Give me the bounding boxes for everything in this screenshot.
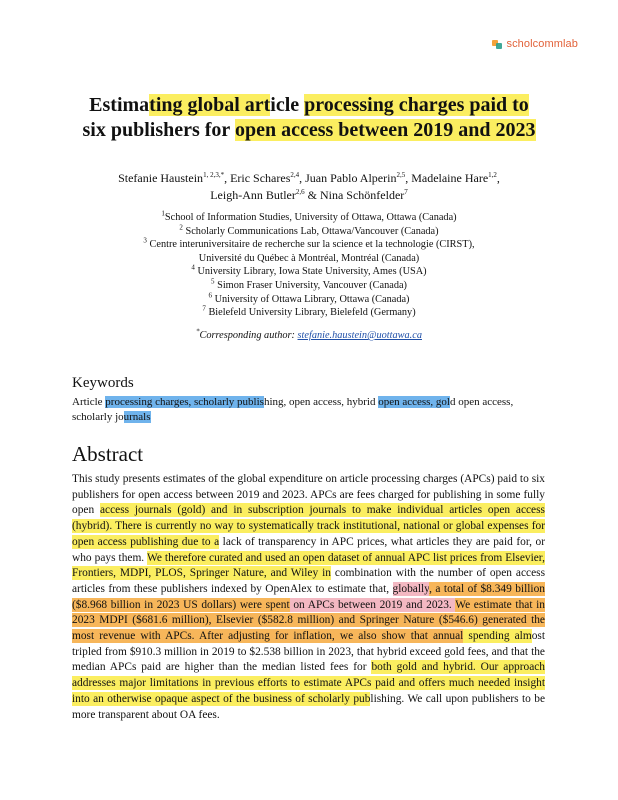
keyword-text: hing, open access, hybrid [263, 396, 379, 408]
abstract-highlight: globally [392, 582, 430, 595]
affil-sup: 6 [208, 291, 212, 300]
author-affil-sup: 1,2 [488, 171, 497, 179]
keywords-list [72, 395, 542, 425]
abstract-text: This study presents estimates of the global expenditure on article processing charges (APCs) paid to six publishers for open access between 2019 and 2023. APCs are fees charged for publishing in some fully open [72, 473, 545, 517]
abstract-highlight: We estimate that in 2023 MDPI ($681.6 million), Elsevier ($582.8 million) and Springer Nature ($546.6) generated the most revenue with APCs. After adjusting for inflation, we also show that annual [72, 598, 546, 643]
abstract-highlight: , a total of $8.349 billion ($8.968 billion in 2023 US dollars) were spent [72, 582, 545, 611]
affiliation-line [90, 265, 528, 279]
affil-sup: 5 [211, 277, 215, 286]
scholcommlab-logo [492, 38, 578, 50]
author-list [80, 170, 538, 204]
keywords-heading: Keywords [72, 375, 134, 391]
affiliation-text: Université du Québec à Montréal, Montréal (Canada) [198, 252, 420, 264]
affiliation-text: University Library, Iowa State University, Ames (USA) [197, 266, 427, 278]
affiliation-line [90, 225, 528, 239]
corresponding-sup: * [196, 327, 200, 336]
affiliation-line [90, 293, 528, 307]
title-part: six publishers for [82, 119, 235, 141]
keyword-text: d open access, [449, 396, 514, 408]
author-affil-sup: 1, 2,3,* [203, 171, 225, 179]
affiliation-text: University of Ottawa Library, Ottawa (Canada) [214, 293, 410, 305]
author-name: Stefanie Haustein [118, 171, 204, 185]
abstract-highlight: spending alm [463, 630, 532, 643]
affiliation-list [90, 211, 528, 320]
keyword-text: Article [72, 396, 106, 408]
abstract-heading: Abstract [72, 442, 144, 466]
corresponding-author [90, 327, 528, 341]
author-affil-sup: 2,4 [290, 171, 300, 179]
paper-title [60, 93, 558, 143]
author-name: & Nina Schönfelder [304, 188, 405, 202]
affiliation-line [90, 306, 528, 320]
affiliation-text: Simon Fraser University, Vancouver (Canada) [217, 279, 407, 291]
affil-sup: 3 [143, 236, 147, 245]
affiliation-line [90, 211, 528, 225]
brand-name: scholcommlab [506, 38, 578, 50]
author-name: Leigh-Ann Butler [210, 188, 296, 202]
author-name: , Madelaine Hare [405, 171, 489, 185]
abstract-body [72, 472, 545, 723]
affiliation-line [90, 238, 528, 252]
abstract-text: lack of transparency in APC prices, what articles they are paid for, or who pays them. [72, 535, 545, 564]
affil-sup: 4 [191, 263, 195, 272]
author-name: , Eric Schares [224, 171, 291, 185]
abstract-highlight: on APCs between 2019 and 2023. [289, 598, 456, 611]
abstract-highlight: both gold and hybrid. Our approach addresses major limitations in previous efforts to estimate APCs paid and offers much needed insight into an otherwise opaque aspect of the business of scholarly pub [72, 661, 546, 705]
abstract-text: combination with the number of open access articles from these publishers indexed by OpenAlex to estimate that, [72, 567, 546, 595]
corresponding-label: Corresponding author: [199, 330, 298, 341]
title-part: Estima [89, 94, 150, 116]
affiliation-line [90, 279, 528, 293]
keyword-highlight: processing charges, scholarly publis [105, 396, 264, 408]
affiliation-text: Bielefeld University Library, Bielefeld (Germany) [208, 307, 416, 319]
keyword-highlight: urnals [123, 411, 151, 423]
abstract-text: ost tripled from $910.3 million in 2019 to $2.538 billion in 2023, that hybrid exceed gold fees, and that the median APCs paid are higher than the median listed fees for [72, 630, 545, 674]
scholcommlab-logo-icon [492, 40, 502, 49]
author-affil-sup: 2,5 [396, 171, 406, 179]
title-highlight: open access between 2019 and 2023 [234, 119, 536, 141]
abstract-highlight: We therefore curated and used an open dataset of annual APC list prices from Elsevier, Frontiers, MDPI, PLOS, Springer Nature, and Wiley in [72, 551, 545, 580]
author-separator: , [496, 171, 500, 185]
affiliation-text: Scholarly Communications Lab, Ottawa/Vancouver (Canada) [185, 225, 439, 237]
author-name: , Juan Pablo Alperin [299, 171, 397, 185]
corresponding-email-link[interactable]: stefanie.haustein@uottawa.ca [297, 330, 422, 341]
affiliation-line [90, 252, 528, 266]
author-affil-sup: 2,6 [295, 188, 305, 196]
affiliation-text: Centre interuniversitaire de recherche sur la science et la technologie (CIRST), [149, 239, 475, 251]
keyword-highlight: open access, gol [378, 396, 450, 408]
affil-sup: 7 [202, 304, 206, 313]
keyword-text: scholarly jo [72, 411, 124, 423]
author-affil-sup: 7 [404, 188, 408, 196]
title-part: icle [270, 94, 305, 116]
abstract-text: lishing. We call upon publishers to be more transparent about OA fees. [72, 692, 546, 721]
title-highlight: processing charges paid to [304, 94, 529, 116]
affiliation-text: School of Information Studies, University of Ottawa, Ottawa (Canada) [164, 212, 457, 223]
affil-sup: 1 [161, 209, 165, 218]
title-highlight: ting global art [149, 94, 271, 116]
affil-sup: 2 [179, 223, 183, 232]
abstract-highlight: access journals (gold) and in subscription journals to make individual articles open access (hybrid). There is currently no way to systematically track institutional, national or global expenses for open access publishing due to a [72, 504, 545, 548]
